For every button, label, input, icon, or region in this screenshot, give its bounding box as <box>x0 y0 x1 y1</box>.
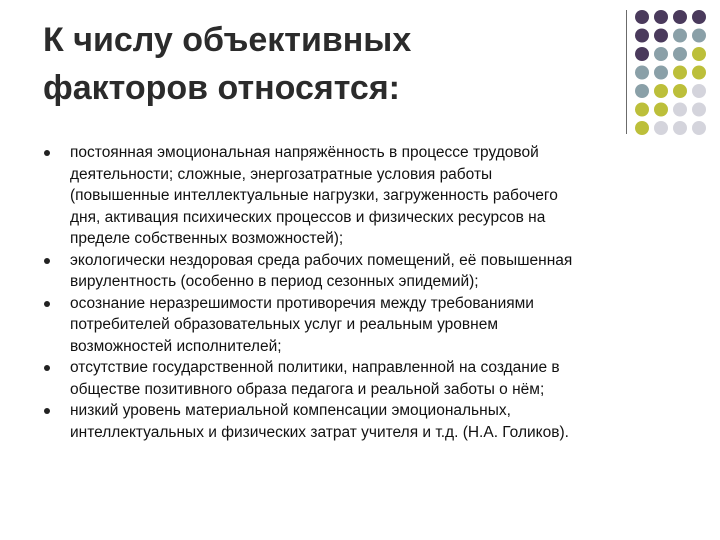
decorative-dot <box>673 66 687 80</box>
decorative-dot <box>635 121 649 135</box>
decorative-dot <box>673 47 687 61</box>
bullet-text-line: постоянная эмоциональная напряжённость в процессе трудовой <box>70 144 539 161</box>
bullet-text-line: пределе собственных возможностей); <box>70 230 344 247</box>
bullet-text-line: низкий уровень материальной компенсации эмоциональных, <box>70 402 511 419</box>
decorative-dot <box>692 29 706 43</box>
bullet-text-line: интеллектуальных и физических затрат учителя и т.д. (Н.А. Голиков). <box>70 423 569 441</box>
bullet-text-line: возможностей исполнителей; <box>70 337 282 355</box>
bullet-item <box>44 142 684 250</box>
bullet-marker-icon <box>44 365 50 371</box>
bullet-marker-icon <box>44 258 50 264</box>
bullet-marker-icon <box>44 301 50 307</box>
bullet-text-line: обществе позитивного образа педагога и реальной заботы о нём; <box>70 380 545 398</box>
decorative-dot <box>692 84 706 98</box>
bullet-text-line: дня, активация психических процессов и физических ресурсов на <box>70 208 546 226</box>
bullet-text-line: потребителей образовательных услуг и реальным уровнем <box>70 316 498 333</box>
slide-title-line-2: факторов относятся: <box>43 69 400 107</box>
bullet-item <box>44 400 684 443</box>
decorative-dot <box>635 66 649 80</box>
bullet-list <box>44 142 684 443</box>
decorative-dot <box>692 103 706 117</box>
decorative-dot <box>692 66 706 80</box>
decorative-dot <box>635 29 649 43</box>
decorative-dot <box>673 121 687 135</box>
decorative-dot <box>635 103 649 117</box>
decorative-dot <box>692 10 706 24</box>
decorative-dot <box>654 47 668 61</box>
decorative-dot <box>654 103 668 117</box>
decorative-dot <box>635 10 649 24</box>
slide-title-line-1: К числу объективных <box>43 21 412 59</box>
decorative-dot <box>673 84 687 98</box>
decorative-dot <box>673 103 687 117</box>
decorative-dot <box>673 10 687 24</box>
decorative-dot <box>654 121 668 135</box>
decorative-dot <box>635 47 649 61</box>
bullet-text-line: отсутствие государственной политики, направленной на создание в <box>70 359 560 376</box>
decorative-dot <box>635 84 649 98</box>
bullet-text-line: деятельности; сложные, энергозатратные условия работы <box>70 165 493 183</box>
decorative-dot <box>654 66 668 80</box>
bullet-marker-icon <box>44 408 50 414</box>
bullet-text-line: экологически нездоровая среда рабочих помещений, её повышенная <box>70 251 573 269</box>
decorative-dot <box>654 29 668 43</box>
bullet-text-line: (повышенные интеллектуальные нагрузки, загруженность рабочего <box>70 187 558 204</box>
decorative-dot <box>654 10 668 24</box>
bullet-text-line: осознание неразрешимости противоречия между требованиями <box>70 294 534 312</box>
decorative-dot <box>673 29 687 43</box>
bullet-text-line: вирулентность (особенно в период сезонных эпидемий); <box>70 273 479 290</box>
bullet-marker-icon <box>44 150 50 156</box>
decorative-dot <box>692 47 706 61</box>
decorative-dot-grid <box>0 0 720 140</box>
decorative-dot <box>692 121 706 135</box>
bullet-item <box>44 250 684 293</box>
bullet-item <box>44 357 684 400</box>
bullet-item <box>44 293 684 358</box>
decorative-dot <box>654 84 668 98</box>
